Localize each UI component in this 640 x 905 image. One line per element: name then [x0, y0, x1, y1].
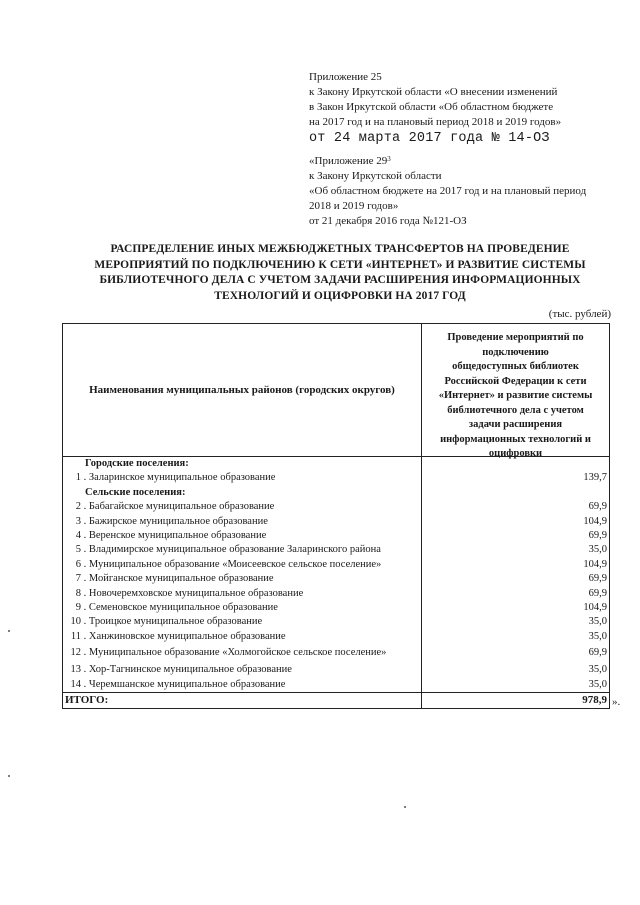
- col-header-value: [422, 324, 609, 459]
- row-value: 139,7: [583, 472, 607, 484]
- section-urban-label: Городские поселения:: [63, 457, 422, 471]
- header-block: [309, 70, 629, 229]
- title-line-4: ТЕХНОЛОГИЙ И ОЦИФРОВКИ НА 2017 ГОД: [214, 289, 466, 302]
- header-appendix: Приложение 25: [309, 71, 382, 83]
- section-rural-label: Сельские поселения:: [63, 486, 422, 500]
- table-row: 12 . Муниципальное образование «Холмогойское сельское поселение» 69,9: [63, 644, 609, 661]
- title-line-2: МЕРОПРИЯТИЙ ПО ПОДКЛЮЧЕНИЮ К СЕТИ «ИНТЕРНЕТ» И РАЗВИТИЕ СИСТЕМЫ: [94, 258, 586, 271]
- row-name: Семеновское муниципальное образование: [88, 601, 278, 613]
- table-row: 10 . Троицкое муниципальное образование 35,0: [63, 615, 609, 629]
- title-line-1: РАСПРЕДЕЛЕНИЕ ИНЫХ МЕЖБЮДЖЕТНЫХ ТРАНСФЕРТОВ НА ПРОВЕДЕНИЕ: [110, 243, 570, 255]
- row-name: Муниципальное образование «Холмогойское сельское поселение»: [88, 647, 387, 659]
- section-urban-row: [63, 457, 609, 471]
- header-law-date: от 24 марта 2017 года № 14-ОЗ: [309, 131, 550, 146]
- row-value: 69,9: [588, 573, 607, 585]
- col-header-value-line: информационных технологий и: [440, 433, 591, 445]
- section-rural-row: [63, 486, 609, 500]
- row-name: Хор-Тагнинское муниципальное образование: [88, 664, 292, 676]
- row-name: Муниципальное образование «Моисеевское сельское поселение»: [88, 558, 382, 570]
- col-header-value-line: подключению: [482, 346, 549, 358]
- row-name: Мойганское муниципальное образование: [88, 573, 274, 585]
- header-original-law-date: от 21 декабря 2016 года №121-ОЗ: [309, 215, 467, 227]
- row-value: 35,0: [588, 630, 607, 642]
- col-header-value-line: оцифровки: [488, 448, 543, 459]
- row-value: 35,0: [588, 679, 607, 691]
- row-name: Ханжиновское муниципальное образование: [88, 630, 286, 642]
- row-number: 4: [75, 529, 81, 541]
- row-number: 3: [75, 515, 81, 527]
- row-name: Владимирское муниципальное образование Заларинского района: [88, 544, 381, 556]
- row-value: 104,9: [583, 601, 607, 613]
- row-name: Бажирское муниципальное образование: [88, 515, 268, 527]
- header-original-appendix-text: «Приложение 29: [309, 155, 388, 167]
- header-original-law-3: 2018 и 2019 годов»: [309, 200, 399, 212]
- scan-speck: [8, 630, 10, 632]
- col-header-value-line: библиотечного дела с учетом: [447, 404, 584, 416]
- header-original-appendix-sup: 3: [387, 155, 391, 163]
- col-header-value-line: Российской Федерации к сети: [444, 375, 587, 387]
- row-number: 6: [75, 558, 81, 570]
- document-title: [70, 242, 610, 304]
- row-value: 69,9: [588, 529, 607, 541]
- header-original-law-2: «Об областном бюджете на 2017 год и на плановый период: [309, 185, 587, 197]
- row-name: Заларинское муниципальное образование: [88, 472, 276, 484]
- row-number: 5: [75, 544, 81, 556]
- row-name: Черемшанское муниципальное образование: [88, 679, 286, 691]
- table-row: 1 . Заларинское муниципальное образование 139,7: [63, 471, 609, 485]
- table-row: 7 . Мойганское муниципальное образование 69,9: [63, 572, 609, 586]
- row-number: 12: [70, 647, 81, 659]
- table-row: 2 . Бабагайское муниципальное образование 69,9: [63, 500, 609, 514]
- row-name: Веренское муниципальное образование: [88, 529, 267, 541]
- table-row: 11 . Ханжиновское муниципальное образование 35,0: [63, 630, 609, 644]
- row-number: 2: [75, 501, 81, 513]
- row-name: Бабагайское муниципальное образование: [88, 501, 275, 513]
- scan-speck: [404, 806, 406, 808]
- table-row: 3 . Бажирское муниципальное образование 104,9: [63, 515, 609, 529]
- table-row: 6 . Муниципальное образование «Моисеевское сельское поселение» 104,9: [63, 558, 609, 572]
- row-number: 1: [75, 472, 81, 484]
- table-row: 4 . Веренское муниципальное образование 69,9: [63, 529, 609, 543]
- table-row: 5 . Владимирское муниципальное образование Заларинского района 35,0: [63, 543, 609, 557]
- table-row: 8 . Новочеремховское муниципальное образование 69,9: [63, 587, 609, 601]
- total-row: [63, 692, 609, 708]
- row-value: 69,9: [588, 647, 607, 659]
- row-value: 35,0: [588, 544, 607, 556]
- col-header-value-line: общедоступных библиотек: [452, 361, 579, 372]
- row-value: 69,9: [588, 501, 607, 513]
- table-row: 13 . Хор-Тагнинское муниципальное образование 35,0: [63, 661, 609, 678]
- row-name: Троицкое муниципальное образование: [88, 616, 263, 628]
- header-original-law: к Закону Иркутской области: [309, 170, 442, 182]
- row-value: 35,0: [588, 616, 607, 628]
- header-law-ref-2: в Закон Иркутской области «Об областном бюджете: [309, 101, 554, 113]
- header-law-ref-3: на 2017 год и на плановый период 2018 и 2019 годов»: [309, 116, 562, 128]
- total-value: 978,9: [582, 694, 607, 707]
- col-header-value-line: задачи расширения: [468, 419, 563, 430]
- row-number: 13: [70, 664, 81, 676]
- row-number: 10: [70, 616, 81, 628]
- row-number: 8: [75, 587, 81, 599]
- distribution-table: [62, 323, 610, 709]
- table-row: 9 . Семеновское муниципальное образование 104,9: [63, 601, 609, 615]
- row-name: Новочеремховское муниципальное образование: [88, 587, 304, 599]
- closing-quote-mark: ».: [612, 696, 621, 708]
- col-header-value-line: «Интернет» и развитие системы: [438, 390, 593, 401]
- header-law-ref: к Закону Иркутской области «О внесении изменений: [309, 86, 558, 98]
- row-number: 7: [75, 573, 81, 585]
- row-number: 9: [75, 601, 81, 613]
- row-number: 14: [70, 679, 81, 691]
- row-value: 104,9: [583, 558, 607, 570]
- scan-speck: [8, 775, 10, 777]
- table-row: 14 . Черемшанское муниципальное образование 35,0: [63, 678, 609, 692]
- col-header-value-line: Проведение мероприятий по: [447, 332, 584, 343]
- row-number: 11: [70, 630, 81, 642]
- header-original-appendix: [309, 154, 629, 169]
- col-header-name: Наименования муниципальных районов (городских округов): [63, 324, 422, 456]
- row-value: 69,9: [588, 587, 607, 599]
- title-line-3: БИБЛИОТЕЧНОГО ДЕЛА С УЧЕТОМ ЗАДАЧИ РАСШИРЕНИЯ ИНФОРМАЦИОННЫХ: [99, 274, 581, 286]
- row-value: 35,0: [588, 664, 607, 676]
- table-header: [63, 324, 609, 457]
- total-label: ИТОГО:: [63, 693, 422, 708]
- row-value: 104,9: [583, 515, 607, 527]
- units-label: (тыс. рублей): [548, 308, 611, 320]
